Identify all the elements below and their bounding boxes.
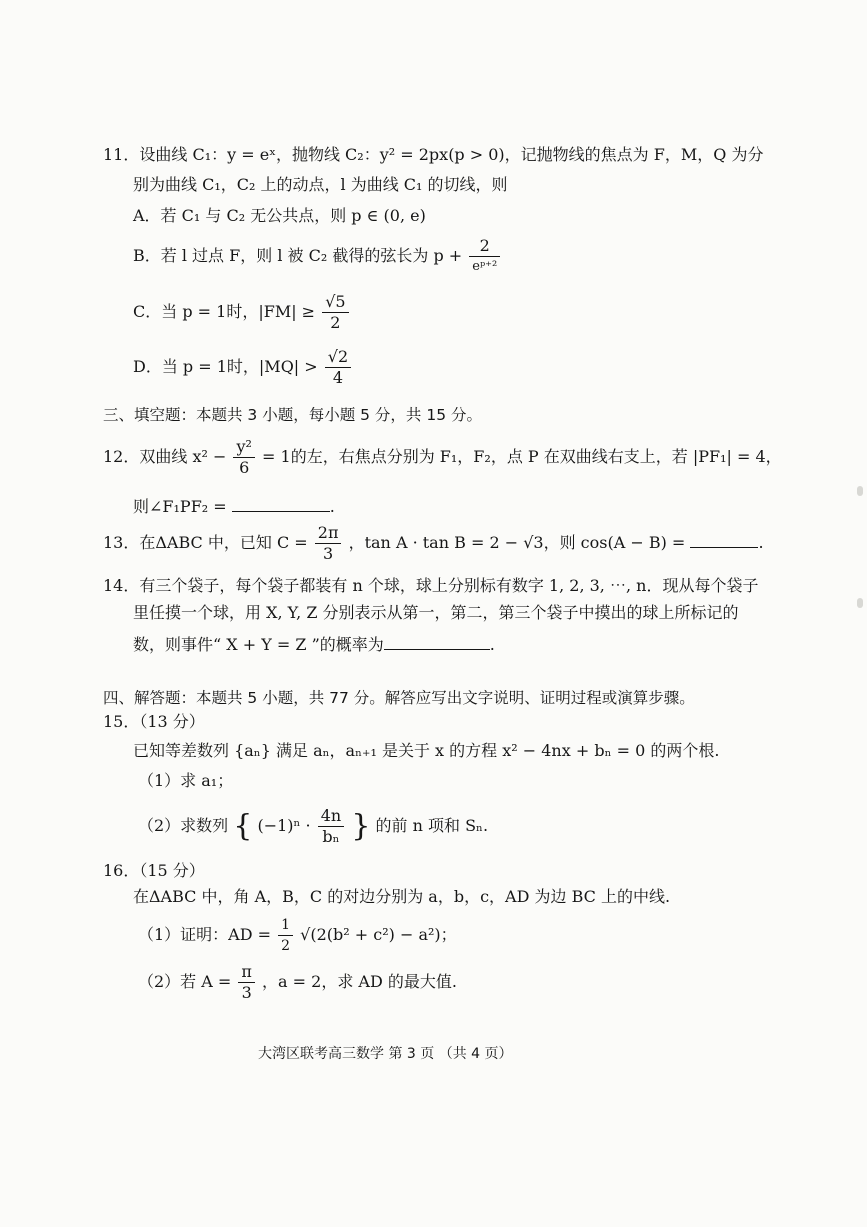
section4-title: 四、解答题：本题共 5 小题，共 77 分。解答应写出文字说明、证明过程或演算步骤。 [103, 689, 695, 707]
q15-part2 [138, 806, 488, 847]
q14-line1: 14．有三个袋子，每个袋子都装有 n 个球，球上分别标有数字 1, 2, 3, ⋯, n．现从每个袋子 [103, 576, 759, 595]
fraction-numerator: y² [233, 437, 254, 458]
q15-part2-pre: （2）求数列 [138, 816, 229, 835]
fraction-numerator: 2π [315, 523, 342, 544]
fraction-numerator: 4n [318, 806, 344, 827]
fraction-numerator: 1 [278, 915, 293, 936]
fraction-numerator: π [238, 962, 255, 983]
q14-line2: 里任摸一个球，用 X, Y, Z 分别表示从第一，第二，第三个袋子中摸出的球上所标记的 [133, 603, 739, 622]
q11-option-c [133, 292, 351, 333]
q15-part2-mid: (−1)ⁿ · [257, 816, 311, 835]
q14-line3-text: 数，则事件“ X + Y = Z ”的概率为 [133, 635, 384, 654]
q12-line2-text: 则∠F₁PF₂ = [133, 497, 227, 516]
q16-part2 [138, 962, 457, 1003]
q15-head: 15．（13 分） [103, 712, 205, 731]
q12-line1 [103, 437, 782, 478]
q16-stem: 在ΔABC 中，角 A，B，C 的对边分别为 a，b，c，AD 为边 BC 上的中线. [133, 887, 671, 906]
q11-option-b-text: B．若 l 过点 F，则 l 被 C₂ 截得的弦长为 p + [133, 246, 463, 265]
answer-blank[interactable] [232, 493, 330, 512]
fraction-numerator: √5 [322, 292, 348, 313]
fraction-denominator: 3 [323, 544, 334, 563]
q11-line1: 11．设曲线 C₁：y = eˣ，抛物线 C₂：y² = 2px(p > 0)，记抛物线的焦点为 F，M，Q 为分 [103, 145, 764, 164]
fraction-denominator: 4 [332, 368, 344, 387]
q13-end: . [758, 533, 764, 552]
q15-part2-post: 的前 n 项和 Sₙ. [375, 816, 489, 835]
q16-part2-pre: （2）若 A = [138, 972, 232, 991]
q16-head: 16．（15 分） [103, 861, 205, 880]
scan-artifact [857, 486, 863, 496]
scan-artifact [857, 598, 863, 608]
q14-line3 [133, 631, 495, 656]
page-footer: 大湾区联考高三数学 第 3 页 （共 4 页） [258, 1046, 513, 1062]
fraction-numerator: 2 [469, 236, 500, 257]
q11-option-b-fraction [469, 236, 500, 277]
q16-part1 [138, 915, 457, 956]
q16-part1-post: √(2(b² + c²) − a²)； [300, 925, 457, 944]
q11-option-d [133, 347, 353, 388]
q11-option-c-fraction [322, 292, 348, 333]
q16-part2-post: ，a = 2，求 AD 的最大值. [262, 972, 457, 991]
q12-line2 [133, 493, 335, 518]
answer-blank[interactable] [384, 631, 490, 650]
q14-line3-end: . [489, 635, 495, 654]
q11-option-b [133, 236, 502, 277]
section3-title: 三、填空题：本题共 3 小题，每小题 5 分，共 15 分。 [103, 406, 483, 424]
q15-part1: （1）求 a₁； [138, 771, 234, 790]
q15-fraction [318, 806, 344, 847]
q12-line2-end: . [329, 497, 335, 516]
answer-blank[interactable] [690, 529, 758, 548]
brace-left: { [233, 808, 253, 844]
q16-part1-fraction [278, 915, 293, 956]
fraction-denominator: bₙ [322, 827, 340, 846]
fraction-denominator: 2 [330, 313, 341, 332]
q13-line [103, 523, 764, 564]
q16-part2-fraction [238, 962, 255, 1003]
fraction-denominator: 3 [241, 983, 252, 1002]
q13-fraction [315, 523, 342, 564]
fraction-numerator: √2 [325, 347, 351, 368]
q11-line2: 别为曲线 C₁，C₂ 上的动点，l 为曲线 C₁ 的切线，则 [133, 175, 508, 194]
fraction-denominator: eᵖ⁺² [472, 259, 498, 274]
q12-post: = 1的左，右焦点分别为 F₁，F₂，点 P 在双曲线右支上，若 |PF₁| = 4， [262, 447, 782, 466]
q13-post: ，tan A · tan B = 2 − √3，则 cos(A − B) = [348, 533, 686, 552]
q11-option-d-fraction [325, 347, 351, 388]
q12-pre: 12．双曲线 x² − [103, 447, 227, 466]
q15-stem: 已知等差数列 {aₙ} 满足 aₙ，aₙ₊₁ 是关于 x 的方程 x² − 4nx + bₙ = 0 的两个根. [133, 741, 720, 760]
brace-right: } [351, 808, 371, 844]
q13-pre: 13．在ΔABC 中，已知 C = [103, 533, 308, 552]
q11-option-c-text: C．当 p = 1时，|FM| ≥ [133, 302, 316, 321]
q11-option-d-text: D．当 p = 1时，|MQ| > [133, 357, 318, 376]
q16-part1-pre: （1）证明：AD = [138, 925, 272, 944]
q11-option-a: A．若 C₁ 与 C₂ 无公共点，则 p ∈ (0, e) [133, 206, 426, 225]
fraction-denominator: 6 [239, 458, 250, 477]
fraction-denominator: 2 [281, 938, 291, 954]
q12-fraction [233, 437, 254, 478]
